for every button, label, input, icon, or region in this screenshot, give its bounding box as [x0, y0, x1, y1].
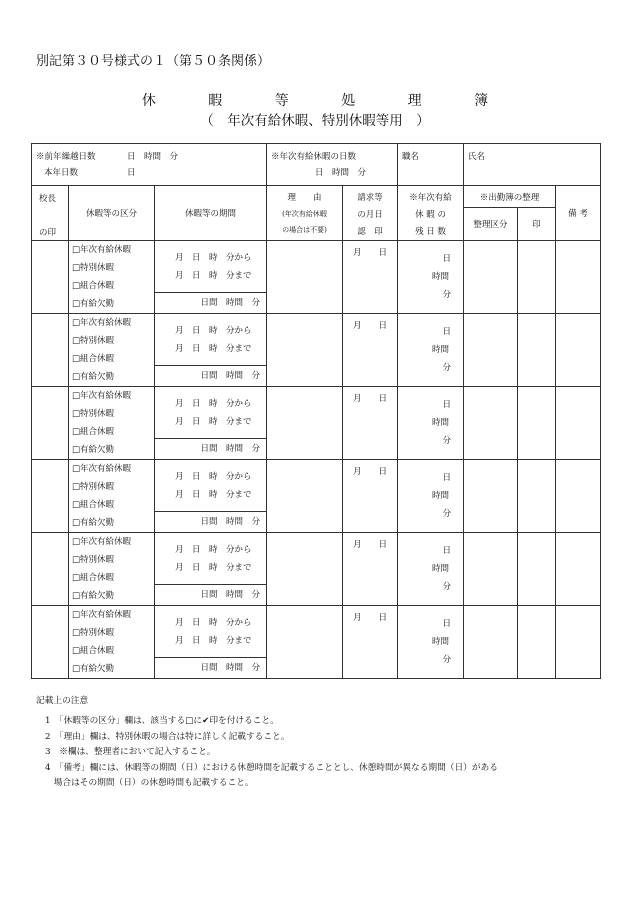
notes-item: 3 ※欄は、整理者において記入すること。 [45, 747, 216, 757]
remaining-hours: 時間 [432, 491, 450, 501]
reason-header: 理 由 (年次有給休暇 の場合は不要) [267, 186, 343, 241]
request-date: 月 日 [353, 613, 388, 623]
leave-type-checkbox[interactable]: □特別休暇 [72, 555, 115, 565]
leave-entry-row [32, 606, 601, 679]
remaining-days: 日 [442, 473, 452, 483]
form-number: 別記第３０号様式の１（第５０条関係） [36, 54, 271, 69]
leave-type-checkbox[interactable]: □組合休暇 [72, 646, 115, 656]
remaining-days-header: ※年次有給 休 暇 の 残 日 数 [398, 186, 464, 241]
leave-period-cell[interactable] [155, 533, 267, 606]
remarks-cell[interactable] [556, 533, 601, 606]
request-date: 月 日 [353, 540, 388, 550]
leave-type-checkbox[interactable]: □有給欠勤 [72, 445, 115, 455]
annual-leave-days-label: ※年次有給休暇の日数 [271, 152, 357, 162]
leave-entry-row [32, 460, 601, 533]
annual-leave-days-units: 日 時間 分 [315, 168, 367, 178]
period-to: 月 日 時 分まで [175, 344, 252, 354]
reason-cell[interactable] [267, 314, 343, 387]
leave-type-checkbox[interactable]: □組合休暇 [72, 281, 115, 291]
remaining-days: 日 [442, 327, 452, 337]
leave-type-checkbox[interactable]: □特別休暇 [72, 409, 115, 419]
notes-item: 2 「理由」欄は、特別休暇の場合は特に詳しく記載すること。 [45, 731, 290, 742]
period-to: 月 日 時 分まで [175, 490, 252, 500]
period-total: 日間 時間 分 [200, 444, 261, 454]
page-subtitle: （ 年次有給休暇、特別休暇等用 ） [200, 113, 430, 129]
classification-cell[interactable] [464, 533, 518, 606]
remaining-days: 日 [442, 400, 452, 410]
leave-type-checkbox[interactable]: □年次有給休暇 [72, 610, 132, 620]
request-date-header: 請求等 の月日 認 印 [343, 186, 398, 241]
seal-cell[interactable] [518, 533, 556, 606]
remarks-cell[interactable] [556, 241, 601, 314]
principal-seal-cell[interactable] [32, 533, 69, 606]
leave-type-checkbox[interactable]: □組合休暇 [72, 500, 115, 510]
request-date-cell[interactable] [343, 387, 398, 460]
period-from: 月 日 時 分から [175, 326, 252, 336]
header-row-1: 校長 の印 休暇等の区分 休暇等の期間 理 由 (年次有給休暇 の場合は不要) 請求等 の月日 認 印 ※年次有給 休 暇 の 残 日 数 ※出勤簿の整理 備 考 [32, 186, 601, 208]
remaining-hours: 時間 [432, 564, 450, 574]
classification-cell[interactable] [464, 387, 518, 460]
remarks-cell[interactable] [556, 606, 601, 679]
leave-type-checkbox[interactable]: □年次有給休暇 [72, 464, 132, 474]
leave-type-options [69, 606, 155, 679]
leave-period-cell[interactable] [155, 606, 267, 679]
leave-type-checkbox[interactable]: □年次有給休暇 [72, 245, 132, 255]
remaining-days-cell[interactable] [398, 460, 464, 533]
period-to: 月 日 時 分まで [175, 417, 252, 427]
leave-period-cell[interactable] [155, 314, 267, 387]
leave-entry-row [32, 241, 601, 314]
leave-period-cell[interactable] [155, 241, 267, 314]
request-date: 月 日 [353, 321, 388, 331]
remaining-minutes: 分 [442, 436, 452, 446]
reason-cell[interactable] [267, 606, 343, 679]
leave-type-header: 休暇等の区分 [69, 186, 155, 241]
leave-type-checkbox[interactable]: □組合休暇 [72, 354, 115, 364]
leave-type-checkbox[interactable]: □特別休暇 [72, 263, 115, 273]
this-year-label: 本年日数 [44, 168, 79, 178]
period-total: 日間 時間 分 [200, 298, 261, 308]
leave-type-checkbox[interactable]: □年次有給休暇 [72, 537, 132, 547]
leave-type-checkbox[interactable]: □年次有給休暇 [72, 318, 132, 328]
leave-record-table [31, 143, 601, 679]
leave-type-checkbox[interactable]: □特別休暇 [72, 336, 115, 346]
request-date-cell[interactable] [343, 606, 398, 679]
leave-entry-row [32, 314, 601, 387]
remaining-minutes: 分 [442, 290, 452, 300]
remaining-minutes: 分 [442, 582, 452, 592]
classification-cell[interactable] [464, 460, 518, 533]
reason-cell[interactable] [267, 533, 343, 606]
period-total: 日間 時間 分 [200, 663, 261, 673]
seal-cell[interactable] [518, 387, 556, 460]
prev-carryover-label: ※前年繰越日数 [36, 152, 96, 162]
leave-type-options [69, 241, 155, 314]
remarks-cell[interactable] [556, 314, 601, 387]
seal-cell[interactable] [518, 314, 556, 387]
remaining-days-cell[interactable] [398, 533, 464, 606]
classification-header: 整理区分 [464, 208, 518, 241]
request-date-cell[interactable] [343, 533, 398, 606]
leave-type-options [69, 314, 155, 387]
remaining-hours: 時間 [432, 637, 450, 647]
summary-row [32, 144, 601, 186]
reason-cell[interactable] [267, 460, 343, 533]
notes-item: 1 「休暇等の区分」欄は、該当する□に✔印を付けること。 [45, 716, 279, 726]
prev-carryover-units: 日 時間 分 [127, 152, 179, 162]
remaining-days: 日 [442, 546, 452, 556]
remaining-minutes: 分 [442, 363, 452, 373]
period-from: 月 日 時 分から [175, 472, 252, 482]
principal-seal-cell[interactable] [32, 387, 69, 460]
classification-cell[interactable] [464, 606, 518, 679]
period-to: 月 日 時 分まで [175, 271, 252, 281]
principal-seal-cell[interactable] [32, 606, 69, 679]
leave-type-checkbox[interactable]: □有給欠勤 [72, 518, 115, 528]
seal-header: 印 [518, 208, 556, 241]
leave-type-checkbox[interactable]: □特別休暇 [72, 482, 115, 492]
period-total: 日間 時間 分 [200, 590, 261, 600]
leave-entry-row [32, 533, 601, 606]
principal-seal-cell[interactable] [32, 314, 69, 387]
principal-seal-cell[interactable] [32, 460, 69, 533]
period-from: 月 日 時 分から [175, 253, 252, 263]
remarks-header: 備 考 [556, 186, 601, 241]
seal-cell[interactable] [518, 606, 556, 679]
notes-heading: 記載上の注意 [36, 696, 89, 706]
principal-seal-cell[interactable] [32, 241, 69, 314]
remaining-days-cell[interactable] [398, 314, 464, 387]
classification-cell[interactable] [464, 241, 518, 314]
leave-type-options [69, 460, 155, 533]
reason-cell[interactable] [267, 241, 343, 314]
leave-type-checkbox[interactable]: □有給欠勤 [72, 591, 115, 601]
principal-seal-header: 校長 [39, 194, 57, 204]
attendance-header: ※出勤簿の整理 [464, 186, 556, 208]
remaining-hours: 時間 [432, 418, 450, 428]
request-date-cell[interactable] [343, 314, 398, 387]
period-total: 日間 時間 分 [200, 517, 261, 527]
leave-period-cell[interactable] [155, 460, 267, 533]
leave-type-checkbox[interactable]: □有給欠勤 [72, 372, 115, 382]
leave-period-header: 休暇等の期間 [155, 186, 267, 241]
period-to: 月 日 時 分まで [175, 636, 252, 646]
this-year-units: 日 [127, 168, 136, 178]
remaining-days-cell[interactable] [398, 606, 464, 679]
request-date: 月 日 [353, 467, 388, 477]
leave-type-checkbox[interactable]: □組合休暇 [72, 427, 115, 437]
leave-type-checkbox[interactable]: □組合休暇 [72, 573, 115, 583]
leave-type-checkbox[interactable]: □年次有給休暇 [72, 391, 132, 401]
leave-type-checkbox[interactable]: □特別休暇 [72, 628, 115, 638]
request-date-cell[interactable] [343, 241, 398, 314]
leave-period-cell[interactable] [155, 387, 267, 460]
leave-type-checkbox[interactable]: □有給欠勤 [72, 299, 115, 309]
notes-item: 場合はその期間（日）の休憩時間も記載すること。 [45, 778, 254, 788]
reason-cell[interactable] [267, 387, 343, 460]
period-to: 月 日 時 分まで [175, 563, 252, 573]
request-date-cell[interactable] [343, 460, 398, 533]
position-label: 職名 [402, 152, 420, 162]
remaining-days: 日 [442, 619, 452, 629]
period-from: 月 日 時 分から [175, 618, 252, 628]
request-date: 月 日 [353, 394, 388, 404]
remaining-minutes: 分 [442, 655, 452, 665]
seal-cell[interactable] [518, 460, 556, 533]
remarks-cell[interactable] [556, 460, 601, 533]
notes-item: 4 「備考」欄には、休暇等の期間（日）における休憩時間を記載することとし、休憩時間が異なる期間（日）がある [45, 762, 498, 773]
notes-section [36, 694, 498, 792]
remaining-hours: 時間 [432, 345, 450, 355]
remaining-days-cell[interactable] [398, 387, 464, 460]
remaining-days: 日 [442, 254, 452, 264]
remarks-cell[interactable] [556, 387, 601, 460]
leave-type-options [69, 533, 155, 606]
leave-type-checkbox[interactable]: □有給欠勤 [72, 664, 115, 674]
leave-entry-row [32, 387, 601, 460]
period-from: 月 日 時 分から [175, 399, 252, 409]
remaining-hours: 時間 [432, 272, 450, 282]
classification-cell[interactable] [464, 314, 518, 387]
remaining-minutes: 分 [442, 509, 452, 519]
seal-cell[interactable] [518, 241, 556, 314]
period-from: 月 日 時 分から [175, 545, 252, 555]
remaining-days-cell[interactable] [398, 241, 464, 314]
name-label: 氏名 [468, 152, 486, 162]
request-date: 月 日 [353, 248, 388, 258]
period-total: 日間 時間 分 [200, 371, 261, 381]
leave-type-options [69, 387, 155, 460]
page-title: 休 暇 等 処 理 簿 [141, 93, 513, 109]
